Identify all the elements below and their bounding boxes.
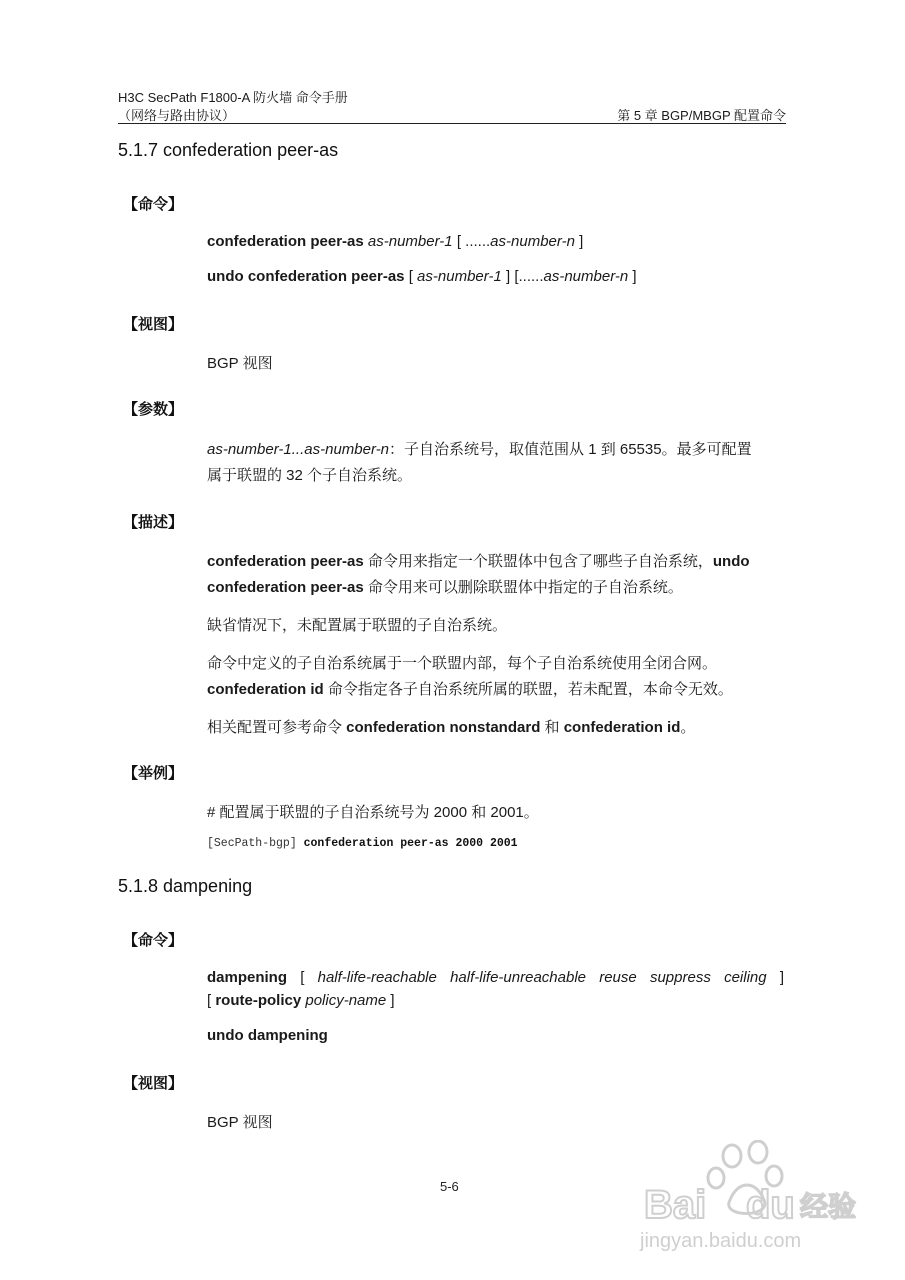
command-syntax-1 bbox=[207, 233, 583, 250]
example-label: 【举例】 bbox=[123, 765, 184, 782]
cmd-text: ] bbox=[574, 233, 584, 250]
undo-dampening-syntax: undo dampening bbox=[207, 1027, 328, 1044]
example-comment: # 配置属于联盟的子自治系统号为 2000 和 2001。 bbox=[207, 804, 539, 821]
param-text: ：子自治系统号，取值范围从 1 到 65535。最多可配置 bbox=[389, 441, 752, 458]
desc-keyword: confederation peer-as bbox=[207, 553, 364, 570]
desc-text: 命令用来可以删除联盟体中指定的子自治系统。 bbox=[363, 579, 683, 596]
cmd-arg: reuse bbox=[599, 969, 637, 986]
cmd-arg: policy-name bbox=[301, 992, 387, 1009]
description-line-1 bbox=[207, 550, 750, 571]
svg-text:du: du bbox=[746, 1183, 795, 1227]
view-label: 【视图】 bbox=[123, 316, 184, 333]
parameter-label: 【参数】 bbox=[123, 401, 184, 418]
parameter-line-2: 属于联盟的 32 个子自治系统。 bbox=[207, 467, 413, 484]
description-line-4: 命令中定义的子自治系统属于一个联盟内部，每个子自治系统使用全闭合网。 bbox=[207, 655, 718, 672]
header-chapter: 第 5 章 BGP/MBGP 配置命令 bbox=[617, 108, 786, 123]
cmd-arg: half-life-unreachable bbox=[450, 969, 586, 986]
header-rule bbox=[118, 123, 786, 124]
section-heading-5-1-7: 5.1.7 confederation peer-as bbox=[118, 140, 339, 160]
desc-keyword: confederation peer-as bbox=[207, 579, 364, 596]
dampening-syntax-line-2 bbox=[207, 992, 395, 1009]
header-subtitle: （网络与路由协议） bbox=[118, 108, 236, 123]
header-title: H3C SecPath F1800-A 防火墙 命令手册 bbox=[118, 90, 348, 105]
command-syntax-2 bbox=[207, 268, 637, 285]
cmd-arg: as-number-1 bbox=[363, 233, 453, 250]
command-label: 【命令】 bbox=[123, 196, 184, 213]
cmd-text: [ bbox=[207, 992, 216, 1009]
code-command: confederation peer-as 2000 2001 bbox=[303, 837, 518, 850]
cmd-arg: suppress bbox=[649, 969, 711, 986]
description-line-2 bbox=[207, 576, 683, 597]
view-text: BGP 视图 bbox=[207, 355, 273, 372]
cmd-keyword: undo confederation peer-as bbox=[207, 268, 405, 285]
cmd-text: [ bbox=[300, 969, 305, 986]
code-prompt: [SecPath-bgp] bbox=[207, 837, 304, 850]
cmd-text: ] bbox=[779, 969, 784, 986]
svg-text:Bai: Bai bbox=[644, 1183, 707, 1227]
parameter-line-1 bbox=[207, 438, 752, 459]
cmd-text: [ bbox=[404, 268, 418, 285]
cmd-keyword: dampening bbox=[207, 969, 288, 986]
desc-text: 命令指定各子自治系统所属的联盟，若未配置，本命令无效。 bbox=[323, 681, 733, 698]
section-heading-5-1-8: 5.1.8 dampening bbox=[118, 876, 253, 896]
cmd-text: ] bbox=[628, 268, 637, 285]
desc-keyword: confederation nonstandard bbox=[346, 719, 541, 736]
command-label: 【命令】 bbox=[123, 932, 184, 949]
cmd-text: ] bbox=[386, 992, 395, 1009]
cmd-arg: as-number-n bbox=[490, 233, 575, 250]
watermark-url: jingyan.baidu.com bbox=[640, 1230, 802, 1252]
desc-keyword: confederation id bbox=[563, 719, 681, 736]
cmd-text: [ ...... bbox=[452, 233, 491, 250]
description-line-5 bbox=[207, 678, 733, 699]
page-number: 5-6 bbox=[440, 1179, 459, 1194]
desc-keyword: undo bbox=[712, 553, 750, 570]
dampening-syntax-line-1 bbox=[207, 969, 784, 986]
example-code bbox=[207, 837, 518, 850]
cmd-arg: ceiling bbox=[724, 969, 767, 986]
cmd-text: ] [...... bbox=[501, 268, 544, 285]
desc-keyword: confederation id bbox=[207, 681, 324, 698]
cmd-keyword: route-policy bbox=[215, 992, 302, 1009]
description-line-3: 缺省情况下，未配置属于联盟的子自治系统。 bbox=[207, 617, 508, 634]
desc-text: 和 bbox=[540, 719, 564, 736]
baidu-jingyan-watermark bbox=[640, 1140, 865, 1270]
cmd-arg: half-life-reachable bbox=[317, 969, 437, 986]
cmd-arg: as-number-1 bbox=[417, 268, 502, 285]
description-line-6 bbox=[207, 716, 695, 737]
view-text: BGP 视图 bbox=[207, 1114, 273, 1131]
svg-text:经验: 经验 bbox=[800, 1190, 857, 1223]
desc-text: 相关配置可参考命令 bbox=[207, 719, 347, 736]
desc-text: 。 bbox=[680, 719, 696, 736]
param-arg: as-number-1...as-number-n bbox=[207, 441, 390, 458]
cmd-arg: as-number-n bbox=[543, 268, 629, 285]
view-label: 【视图】 bbox=[123, 1075, 184, 1092]
desc-text: 命令用来指定一个联盟体中包含了哪些子自治系统， bbox=[363, 553, 713, 570]
description-label: 【描述】 bbox=[123, 514, 184, 531]
cmd-keyword: confederation peer-as bbox=[207, 233, 364, 250]
